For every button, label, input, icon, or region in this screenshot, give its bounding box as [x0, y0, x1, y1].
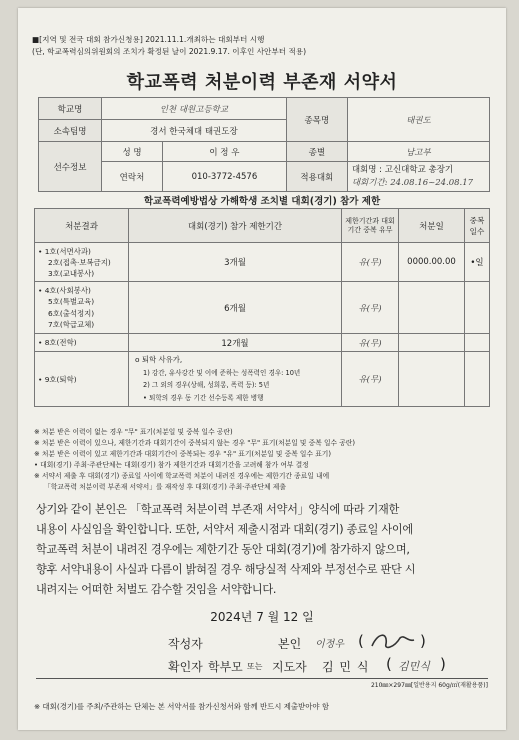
result-line: 2호(접촉·보복금지): [48, 257, 111, 267]
info-table: [38, 97, 490, 192]
limit-cell: 3개월: [129, 243, 342, 282]
header-overlap: 제한기간과 대회기간 중복 유무: [342, 209, 399, 243]
note-4: • 대회(경기) 주최·주관단체는 대회(경기) 참가 제한기간과 대회기간을 고려해 참가 여부 결정: [34, 461, 309, 469]
self-label: 본인: [278, 637, 302, 651]
limit-cell: 12개월: [129, 334, 342, 352]
statement-line: 상기와 같이 본인은 「학교폭력 처분이력 부존재 서약서」양식에 따라 기재한: [36, 503, 400, 516]
competition-label: 적용대회: [286, 162, 347, 192]
date-cell: [399, 282, 465, 334]
competition-period: 대회기간: 24.08.16~24.08.17: [351, 177, 474, 188]
document-page: [18, 8, 506, 730]
statement-line: 내용이 사실임을 확인합니다. 또한, 서약서 제출시점과 대회(경기) 종료일 사이에: [36, 523, 413, 536]
table-row: [35, 282, 490, 334]
self-name: 이정우: [315, 639, 344, 650]
coach-signature: 김민식: [398, 660, 430, 673]
or-label: 또는: [247, 662, 263, 671]
statement-line: 내려지는 어떠한 처벌도 감수할 것임을 서약합니다.: [36, 583, 277, 596]
header-line-1: ■[지역 및 전국 대회 참가신청용] 2021.11.1.개최하는 대회부터 시행: [32, 35, 265, 44]
note-5: ※ 서약서 제출 후 대회(경기) 종료일 사이에 학교폭력 처분이 내려진 경우에는 제한기간 종료일 내에: [34, 472, 330, 480]
note-3: ※ 처분 받은 이력이 있고 제한기간과 대회기간이 중복되는 경우 "유" 표기(처분일 및 중복 일수 표기): [34, 450, 331, 458]
limit-cell: 6개월: [129, 282, 342, 334]
coach-name: 김 민 식: [322, 660, 370, 674]
note-6: 「학교폭력 처분이력 부존재 서약서」를 재작성 후 대회(경기) 주최·주관단체 제출: [44, 483, 286, 491]
category-label: 종별: [286, 142, 347, 162]
result-line: 6호(출석정지): [48, 308, 95, 318]
statement-line: 향후 서약내용이 사실과 다름이 밝혀질 경우 해당실적 삭제와 부정선수로 판단 시: [36, 563, 416, 576]
note-1: ※ 처분 받은 이력이 없는 경우 "무" 표기(처분일 및 중복 일수 공란): [34, 428, 233, 436]
header-line-2: (단, 학교폭력심의위원회의 조치가 확정된 날이 2021.9.17. 이후인 사안부터 적용): [32, 47, 307, 56]
result-line: • 1호(서면사과): [38, 246, 91, 256]
divider: [36, 678, 488, 679]
table-row: [35, 334, 490, 352]
result-cell: [35, 282, 129, 334]
contact-label: 연락처: [102, 162, 163, 192]
result-line: • 4호(사회봉사): [38, 285, 91, 295]
competition-name: 대회명 : 고신대학교 총장기: [351, 164, 454, 175]
days-cell: [465, 352, 490, 407]
header-date: 처분일: [399, 209, 465, 243]
player-info-label: 선수정보: [39, 142, 102, 192]
overlap-cell: 유(무): [342, 282, 399, 334]
team-label: 소속팀명: [39, 120, 102, 142]
header-result: 처분결과: [35, 209, 129, 243]
restriction-table: [34, 208, 490, 407]
overlap-cell: 유(무): [342, 334, 399, 352]
header-limit: 대회(경기) 참가 제한기간: [129, 209, 342, 243]
table-row: [35, 243, 490, 282]
team-value: 경서 한국체대 태권도장: [102, 120, 287, 142]
limit-line: • 퇴학의 경우 동 기간 선수등록 제한 병행: [143, 393, 264, 402]
limit-cell: [129, 352, 342, 407]
note-2: ※ 처분 받은 이력이 있으나, 제한기간과 대회기간이 중복되지 않는 경우 "무" 표기(처분일 및 중복 일수 공란): [34, 439, 356, 447]
paper-spec: 210㎜×297㎜[일반용지 60g/㎡(재활용품)]: [370, 682, 488, 689]
days-cell: [465, 334, 490, 352]
sign-paren: ): [420, 632, 426, 650]
table-row: [35, 352, 490, 407]
limit-line: 1) 강간, 유사강간 및 이에 준하는 성폭력인 경우: 10년: [143, 368, 301, 377]
result-line: 3호(교내봉사): [48, 268, 95, 278]
confirm-label: 확인자: [168, 660, 203, 674]
document-title: 학교폭력 처분이력 부존재 서약서: [126, 72, 398, 93]
result-cell: • 8호(전학): [35, 334, 129, 352]
contact-value: 010-3772-4576: [163, 162, 287, 192]
overlap-cell: 유(무): [342, 243, 399, 282]
sign-paren: (: [386, 655, 392, 673]
coach-label: 지도자: [272, 660, 307, 674]
footer-note: ※ 대회(경기)를 주최/주관하는 단체는 본 서약서를 참가신청서와 함께 반드시 제출받아야 함: [34, 702, 329, 711]
result-line: 5호(특별교육): [48, 297, 95, 306]
category-value: 남고부: [347, 142, 489, 162]
sign-paren: (: [358, 632, 364, 650]
result-cell: • 9호(퇴학): [35, 352, 129, 407]
parent-label: 학부모: [208, 660, 243, 674]
competition-value: [347, 162, 489, 192]
overlap-cell: 유(무): [342, 352, 399, 407]
date-line: 2024년 7 월 12 일: [210, 610, 314, 624]
days-cell: •일: [465, 243, 490, 282]
days-cell: [465, 282, 490, 334]
date-cell: [399, 334, 465, 352]
name-label: 성 명: [102, 142, 163, 162]
header-days: 중복 일수: [465, 209, 490, 243]
self-signature: [368, 628, 418, 654]
name-value: 이 정 우: [163, 142, 287, 162]
event-label: 종목명: [286, 98, 347, 142]
limit-line: o 퇴학 사유가,: [135, 355, 183, 364]
result-line: 7호(학급교체): [48, 320, 95, 329]
event-value: 태권도: [347, 98, 489, 142]
result-cell: [35, 243, 129, 282]
school-label: 학교명: [39, 98, 102, 120]
limit-line: 2) 그 외의 경우(상해, 성희롱, 폭력 등): 5년: [143, 381, 270, 389]
school-value: 인천 대원고등학교: [102, 98, 287, 120]
sign-paren: ): [440, 655, 446, 673]
date-cell: 0000.00.00: [399, 243, 465, 282]
statement-line: 학교폭력 처분이 내려진 경우에는 제한기간 동안 대회(경기)에 참가하지 않으며,: [36, 543, 410, 556]
writer-label: 작성자: [168, 637, 203, 651]
date-cell: [399, 352, 465, 407]
restriction-table-title: 학교폭력예방법상 가해학생 조치별 대회(경기) 참가 제한: [143, 196, 381, 207]
